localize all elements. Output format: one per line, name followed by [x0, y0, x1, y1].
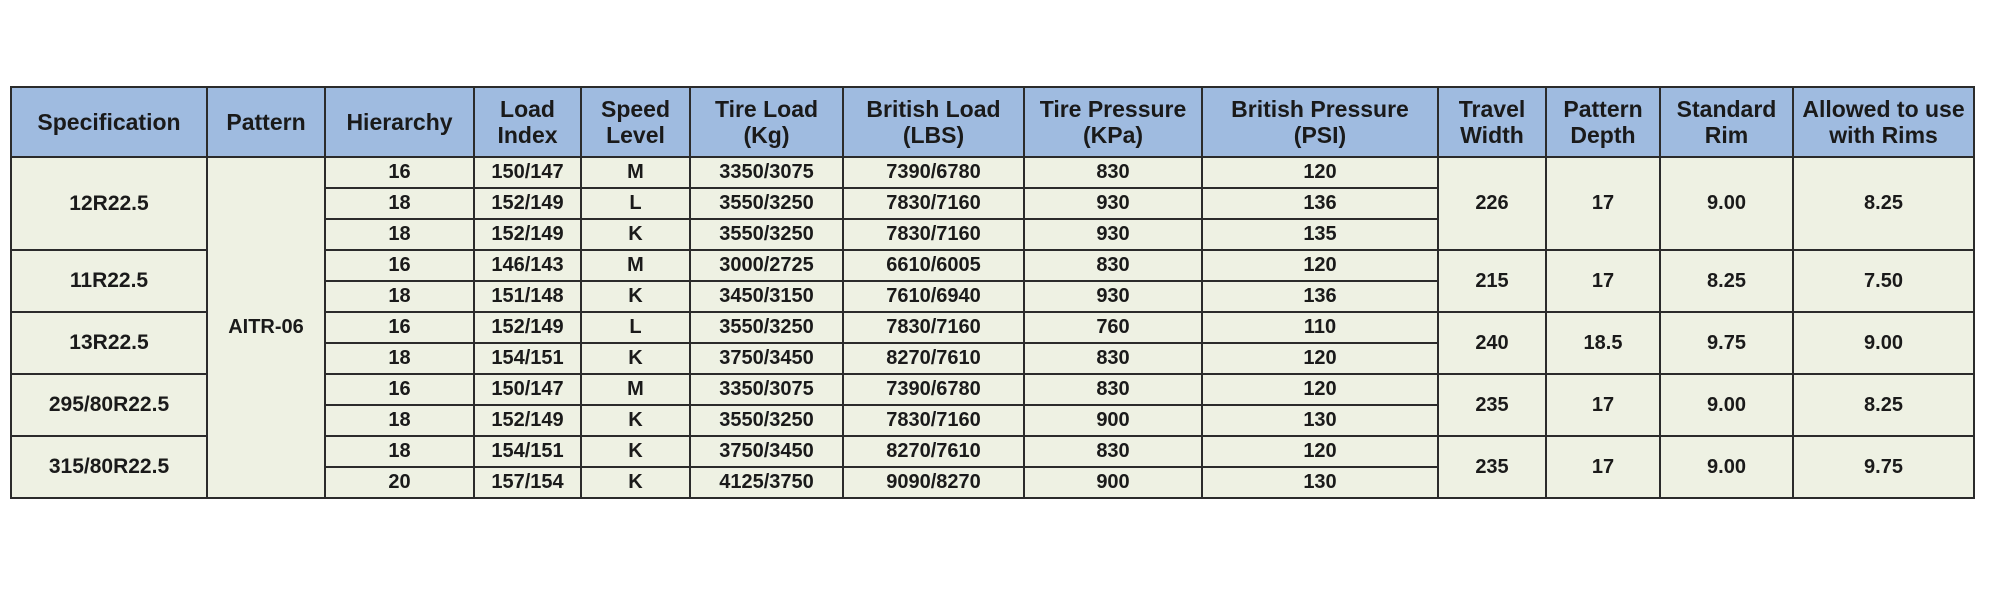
- load-index-cell: 146/143: [474, 250, 581, 281]
- load-index-cell: 152/149: [474, 219, 581, 250]
- british-load-cell: 7390/6780: [843, 157, 1024, 188]
- allowed-rims-cell: 9.00: [1793, 312, 1974, 374]
- tire-pressure-cell: 830: [1024, 343, 1202, 374]
- pattern-depth-cell: 17: [1546, 250, 1660, 312]
- speed-level-cell: K: [581, 343, 690, 374]
- allowed-rims-cell: 8.25: [1793, 157, 1974, 250]
- hierarchy-cell: 18: [325, 219, 474, 250]
- specification-cell: 12R22.5: [11, 157, 207, 250]
- speed-level-cell: M: [581, 374, 690, 405]
- pattern-depth-cell: 17: [1546, 374, 1660, 436]
- specification-cell: 315/80R22.5: [11, 436, 207, 498]
- travel-width-cell: 235: [1438, 436, 1546, 498]
- british-pressure-cell: 120: [1202, 157, 1438, 188]
- header-tire-pressure: Tire Pressure (KPa): [1024, 87, 1202, 157]
- tire-load-cell: 3750/3450: [690, 436, 843, 467]
- speed-level-cell: K: [581, 436, 690, 467]
- tire-load-cell: 3450/3150: [690, 281, 843, 312]
- tire-load-cell: 3550/3250: [690, 219, 843, 250]
- speed-level-cell: L: [581, 188, 690, 219]
- standard-rim-cell: 9.00: [1660, 157, 1793, 250]
- tire-load-cell: 3000/2725: [690, 250, 843, 281]
- header-row: [11, 87, 1974, 157]
- table-row: [11, 157, 1974, 188]
- header-pattern: Pattern: [207, 87, 325, 157]
- specification-cell: 295/80R22.5: [11, 374, 207, 436]
- tire-pressure-cell: 830: [1024, 250, 1202, 281]
- british-pressure-cell: 120: [1202, 343, 1438, 374]
- load-index-cell: 157/154: [474, 467, 581, 498]
- speed-level-cell: K: [581, 281, 690, 312]
- tire-load-cell: 3550/3250: [690, 188, 843, 219]
- tire-load-cell: 4125/3750: [690, 467, 843, 498]
- header-hierarchy: Hierarchy: [325, 87, 474, 157]
- british-load-cell: 7610/6940: [843, 281, 1024, 312]
- tire-load-cell: 3550/3250: [690, 312, 843, 343]
- travel-width-cell: 240: [1438, 312, 1546, 374]
- speed-level-cell: K: [581, 405, 690, 436]
- british-load-cell: 7830/7160: [843, 188, 1024, 219]
- tire-pressure-cell: 830: [1024, 157, 1202, 188]
- load-index-cell: 150/147: [474, 374, 581, 405]
- tire-pressure-cell: 930: [1024, 281, 1202, 312]
- tire-pressure-cell: 900: [1024, 467, 1202, 498]
- british-load-cell: 9090/8270: [843, 467, 1024, 498]
- speed-level-cell: K: [581, 219, 690, 250]
- hierarchy-cell: 16: [325, 374, 474, 405]
- tire-pressure-cell: 830: [1024, 374, 1202, 405]
- allowed-rims-cell: 9.75: [1793, 436, 1974, 498]
- tire-pressure-cell: 930: [1024, 188, 1202, 219]
- load-index-cell: 152/149: [474, 312, 581, 343]
- header-tire-load: Tire Load (Kg): [690, 87, 843, 157]
- spec-table-container: [10, 86, 1973, 499]
- allowed-rims-cell: 7.50: [1793, 250, 1974, 312]
- speed-level-cell: L: [581, 312, 690, 343]
- travel-width-cell: 226: [1438, 157, 1546, 250]
- load-index-cell: 154/151: [474, 343, 581, 374]
- hierarchy-cell: 18: [325, 405, 474, 436]
- tire-pressure-cell: 760: [1024, 312, 1202, 343]
- table-body: [11, 157, 1974, 498]
- header-standard-rim: Standard Rim: [1660, 87, 1793, 157]
- load-index-cell: 151/148: [474, 281, 581, 312]
- standard-rim-cell: 9.00: [1660, 374, 1793, 436]
- british-pressure-cell: 110: [1202, 312, 1438, 343]
- load-index-cell: 154/151: [474, 436, 581, 467]
- british-load-cell: 6610/6005: [843, 250, 1024, 281]
- tire-load-cell: 3750/3450: [690, 343, 843, 374]
- hierarchy-cell: 16: [325, 157, 474, 188]
- load-index-cell: 152/149: [474, 188, 581, 219]
- british-pressure-cell: 120: [1202, 250, 1438, 281]
- hierarchy-cell: 18: [325, 436, 474, 467]
- speed-level-cell: M: [581, 250, 690, 281]
- speed-level-cell: M: [581, 157, 690, 188]
- british-pressure-cell: 130: [1202, 467, 1438, 498]
- tire-spec-table: [10, 86, 1975, 499]
- hierarchy-cell: 18: [325, 188, 474, 219]
- travel-width-cell: 215: [1438, 250, 1546, 312]
- hierarchy-cell: 20: [325, 467, 474, 498]
- pattern-depth-cell: 17: [1546, 436, 1660, 498]
- british-load-cell: 7390/6780: [843, 374, 1024, 405]
- standard-rim-cell: 9.00: [1660, 436, 1793, 498]
- header-speed-level: Speed Level: [581, 87, 690, 157]
- hierarchy-cell: 18: [325, 343, 474, 374]
- pattern-cell: AITR-06: [207, 157, 325, 498]
- tire-load-cell: 3350/3075: [690, 374, 843, 405]
- header-specification: Specification: [11, 87, 207, 157]
- header-load-index: Load Index: [474, 87, 581, 157]
- british-load-cell: 7830/7160: [843, 312, 1024, 343]
- specification-cell: 11R22.5: [11, 250, 207, 312]
- specification-cell: 13R22.5: [11, 312, 207, 374]
- header-british-pressure: British Pressure (PSI): [1202, 87, 1438, 157]
- british-pressure-cell: 120: [1202, 374, 1438, 405]
- pattern-depth-cell: 17: [1546, 157, 1660, 250]
- hierarchy-cell: 16: [325, 250, 474, 281]
- speed-level-cell: K: [581, 467, 690, 498]
- tire-load-cell: 3350/3075: [690, 157, 843, 188]
- allowed-rims-cell: 8.25: [1793, 374, 1974, 436]
- pattern-depth-cell: 18.5: [1546, 312, 1660, 374]
- load-index-cell: 152/149: [474, 405, 581, 436]
- tire-load-cell: 3550/3250: [690, 405, 843, 436]
- british-pressure-cell: 136: [1202, 281, 1438, 312]
- british-load-cell: 7830/7160: [843, 405, 1024, 436]
- british-load-cell: 8270/7610: [843, 436, 1024, 467]
- british-pressure-cell: 130: [1202, 405, 1438, 436]
- british-pressure-cell: 135: [1202, 219, 1438, 250]
- load-index-cell: 150/147: [474, 157, 581, 188]
- header-pattern-depth: Pattern Depth: [1546, 87, 1660, 157]
- british-load-cell: 8270/7610: [843, 343, 1024, 374]
- header-british-load: British Load (LBS): [843, 87, 1024, 157]
- hierarchy-cell: 18: [325, 281, 474, 312]
- standard-rim-cell: 9.75: [1660, 312, 1793, 374]
- hierarchy-cell: 16: [325, 312, 474, 343]
- tire-pressure-cell: 900: [1024, 405, 1202, 436]
- header-allowed-rims: Allowed to use with Rims: [1793, 87, 1974, 157]
- travel-width-cell: 235: [1438, 374, 1546, 436]
- header-travel-width: Travel Width: [1438, 87, 1546, 157]
- british-pressure-cell: 136: [1202, 188, 1438, 219]
- standard-rim-cell: 8.25: [1660, 250, 1793, 312]
- tire-pressure-cell: 930: [1024, 219, 1202, 250]
- british-load-cell: 7830/7160: [843, 219, 1024, 250]
- british-pressure-cell: 120: [1202, 436, 1438, 467]
- tire-pressure-cell: 830: [1024, 436, 1202, 467]
